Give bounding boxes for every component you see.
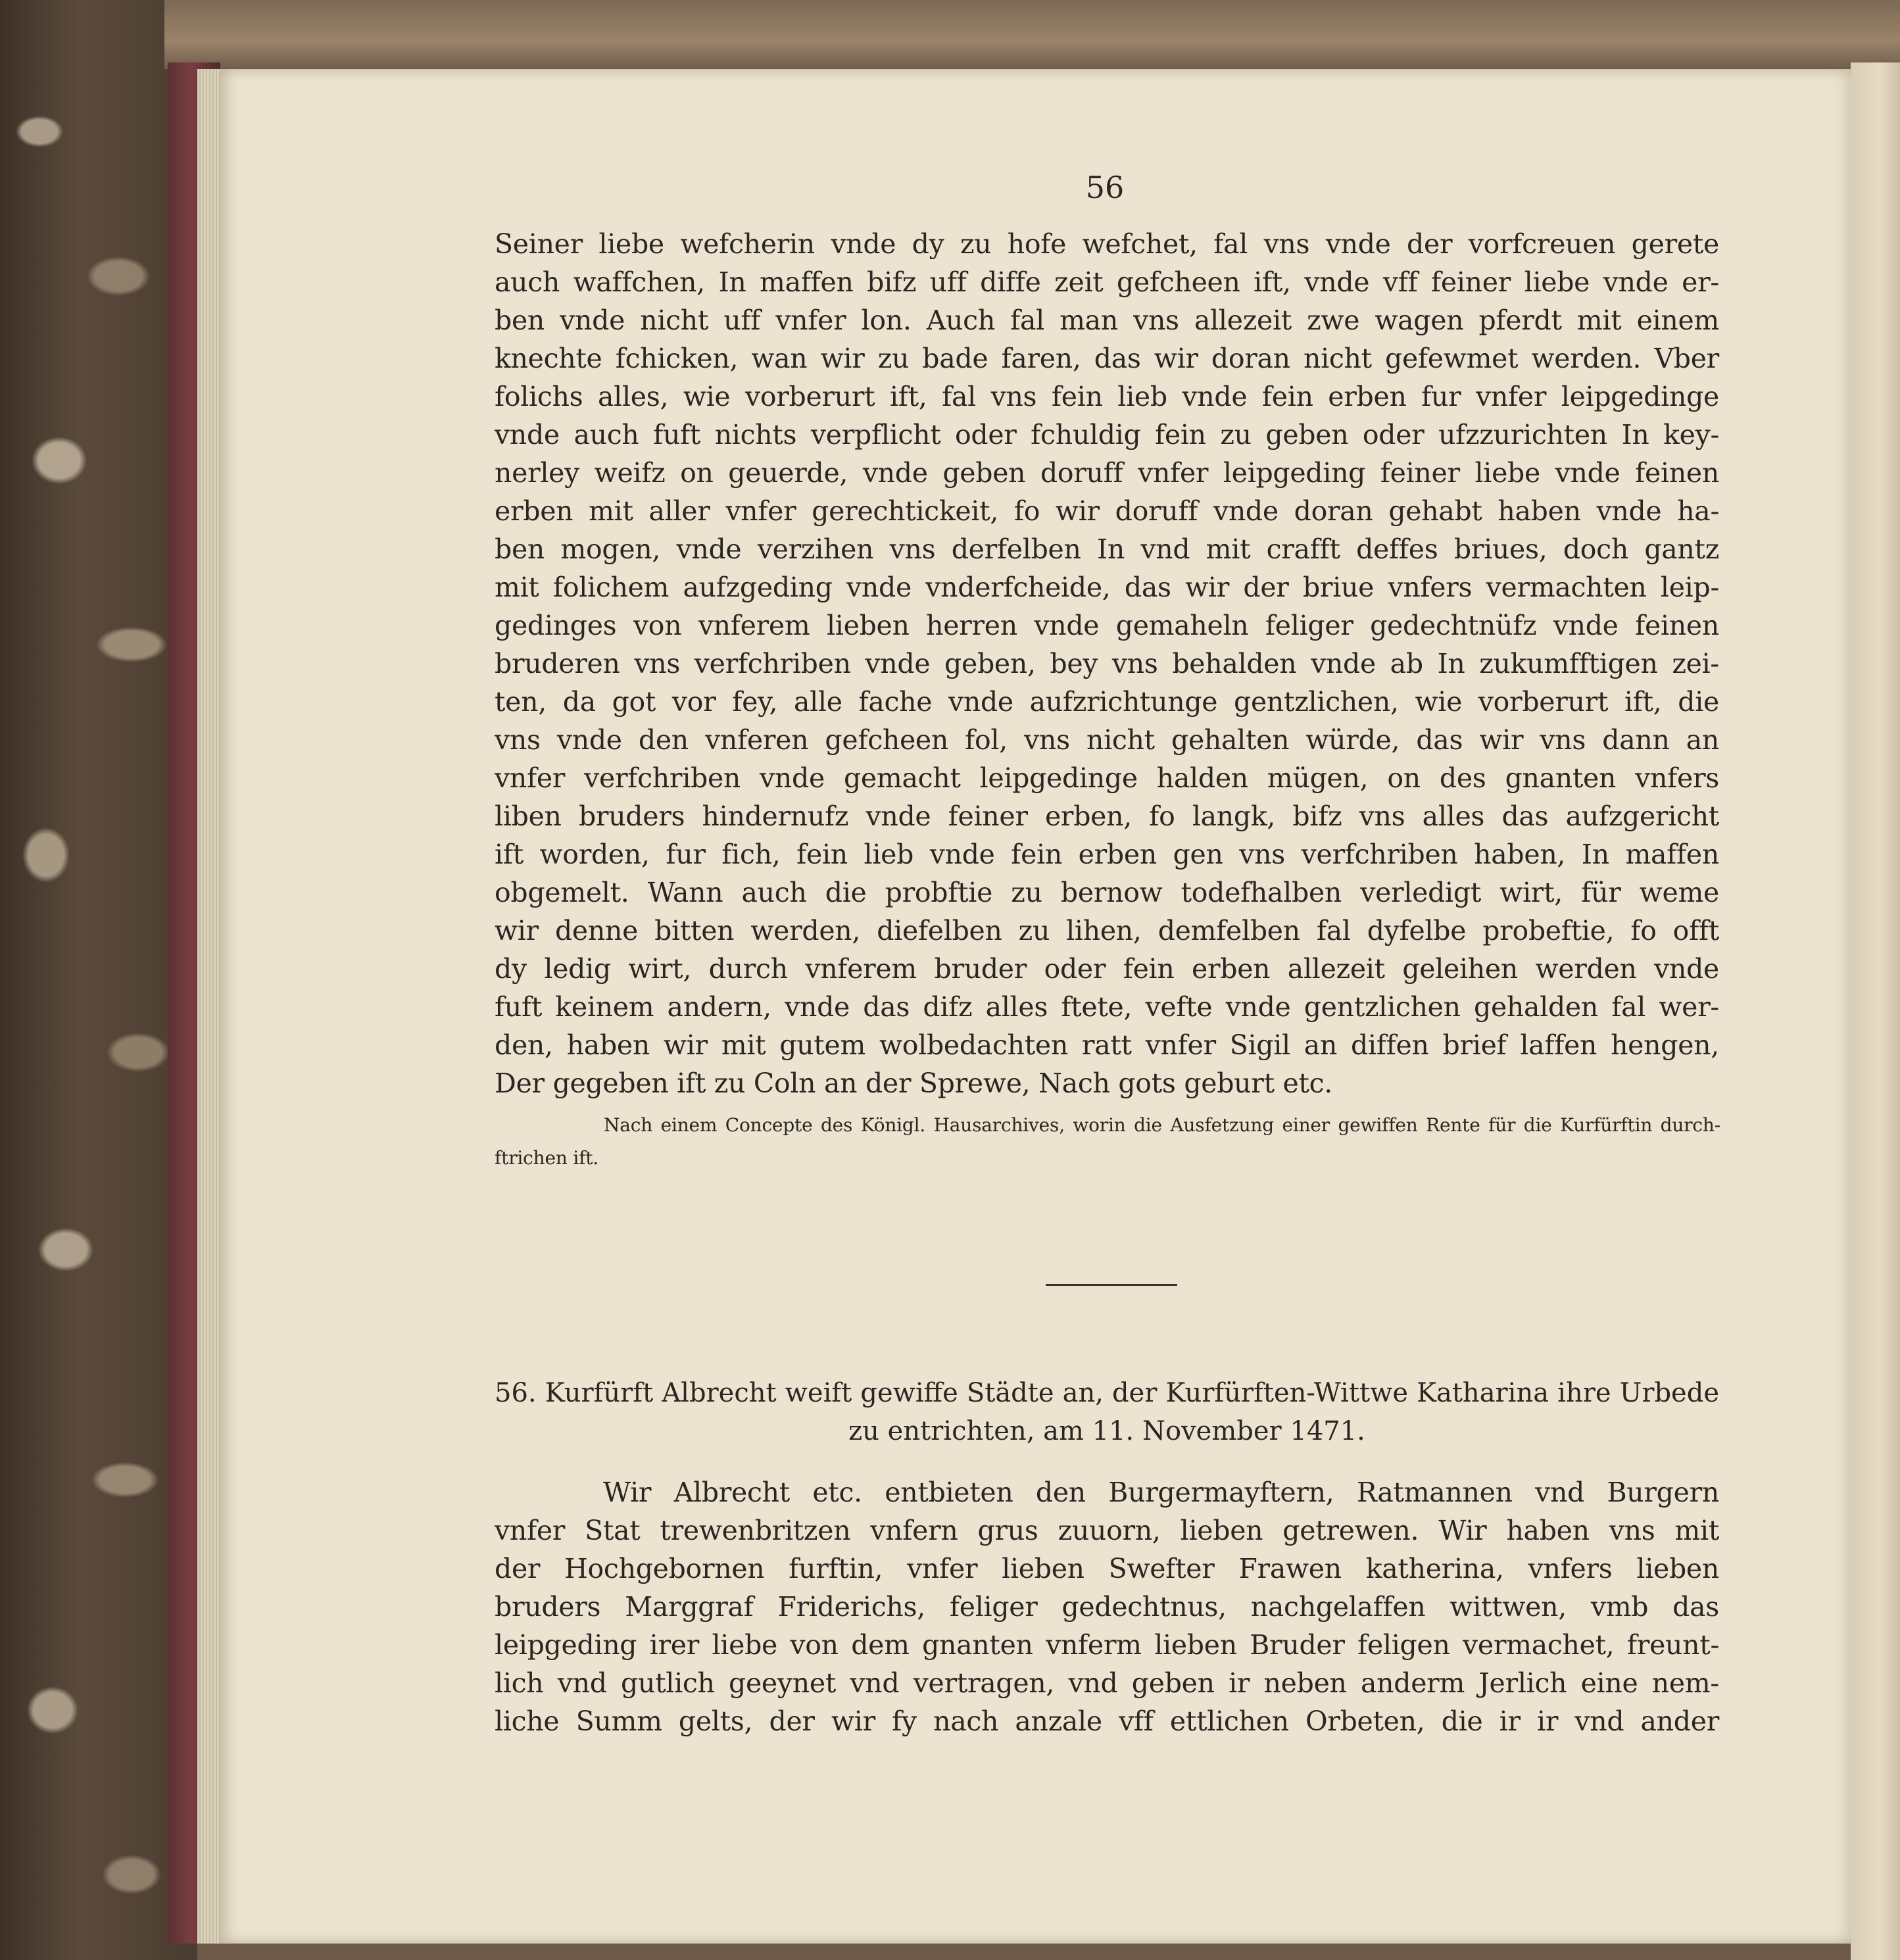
text-line: lich vnd gutlich geeynet vnd vertragen, vnd geben ir neben anderm Jerlich eine nem- <box>495 1667 1719 1699</box>
text-line: ten, da got vor fey, alle fache vnde aufzrichtunge gentzlichen, wie vorberurt ift, die <box>495 686 1719 718</box>
text-line: vnfer verfchriben vnde gemacht leipgedinge halden mügen, on des gnanten vnfers <box>495 762 1719 794</box>
text-line: gedinges von vnferem lieben herren vnde gemaheln feliger gedechtnüfz vnde feinen <box>495 610 1719 641</box>
text-line: liben bruders hindernufz vnde feiner erben, fo langk, bifz vns alles das aufzgericht <box>495 800 1719 832</box>
text-line: vnde auch fuft nichts verpflicht oder fchuldig fein zu geben oder ufzzurichten In key- <box>495 419 1719 451</box>
text-line: dy ledig wirt, durch vnferem bruder oder fein erben allezeit geleihen werden vnde <box>495 953 1719 985</box>
page-stack-edges <box>197 69 224 1944</box>
source-note-continuation <box>495 1142 1719 1175</box>
text-line: auch waffchen, In maffen bifz uff diffe zeit gefcheen ift, vnde vff feiner liebe vnde er- <box>495 266 1719 298</box>
document-text <box>495 1473 1719 1740</box>
document-heading <box>495 1374 1719 1450</box>
text-line: leipgeding irer liebe von dem gnanten vnferm lieben Bruder feligen vermachet, freunt- <box>495 1629 1719 1661</box>
text-line: ben mogen, vnde verzihen vns derfelben In vnd mit crafft deffes briues, doch gantz <box>495 533 1719 565</box>
note-line: Nach einem Concepte des Königl. Hausarchives, worin die Ausfetzung einer gewiffen Rente für die Kurfürftin durch- <box>604 1114 1720 1136</box>
heading-line: 56. Kurfürft Albrecht weift gewiffe Städte an, der Kurfürften-Wittwe Katharina ihre Urbede <box>495 1378 1719 1408</box>
text-line: Wir Albrecht etc. entbieten den Burgermayftern, Ratmannen vnd Burgern <box>603 1477 1719 1508</box>
text-line: erben mit aller vnfer gerechtickeit, fo wir doruff vnde doran gehabt haben vnde ha- <box>495 495 1719 527</box>
text-line: fuft keinem andern, vnde das difz alles ftete, vefte vnde gentzlichen gehalden fal wer- <box>495 991 1719 1023</box>
section-divider <box>1046 1284 1177 1286</box>
text-line: liche Summ gelts, der wir fy nach anzale vff ettlichen Orbeten, die ir ir vnd ander <box>495 1705 1719 1737</box>
text-line: Der gegeben ift zu Coln an der Sprewe, Nach gots geburt etc. <box>495 1067 1333 1099</box>
text-line: ben vnde nicht uff vnfer lon. Auch fal man vns allezeit zwe wagen pferdt mit einem <box>495 305 1719 336</box>
text-line: bruders Marggraf Friderichs, feliger gedechtnus, nachgelaffen wittwen, vmb das <box>495 1591 1719 1623</box>
text-line: mit folichem aufzgeding vnde vnderfcheide, das wir der briue vnfers vermachten leip- <box>495 572 1719 603</box>
text-line: bruderen vns verfchriben vnde geben, bey vns behalden vnde ab In zukumfftigen zei- <box>495 648 1719 679</box>
text-line: wir denne bitten werden, diefelben zu lihen, demfelben fal dyfelbe probeftie, fo offt <box>495 915 1719 946</box>
text-line: vns vnde den vnferen gefcheen fol, vns nicht gehalten würde, das wir vns dann an <box>495 724 1719 756</box>
text-line: Seiner liebe wefcherin vnde dy zu hofe wefchet, fal vns vnde der vorfcreuen gerete <box>495 228 1719 260</box>
text-line: nerley weifz on geuerde, vnde geben doruff vnfer leipgeding feiner liebe vnde feinen <box>495 457 1719 489</box>
text-line: vnfer Stat trewenbritzen vnfern grus zuuorn, lieben getrewen. Wir haben vns mit <box>495 1515 1719 1546</box>
text-line: knechte fchicken, wan wir zu bade faren, das wir doran nicht gefewmet werden. Vber <box>495 343 1719 374</box>
note-line: ftrichen ift. <box>495 1147 599 1169</box>
text-line: der Hochgebornen furftin, vnfer lieben Swefter Frawen katherina, vnfers lieben <box>495 1553 1719 1584</box>
text-line: ift worden, fur fich, fein lieb vnde fein erben gen vns verfchriben haben, In maffen <box>495 839 1719 870</box>
book-top-edge <box>164 0 1900 69</box>
body-text <box>495 225 1719 1102</box>
heading-line: zu entrichten, am 11. November 1471. <box>848 1416 1365 1446</box>
text-line: den, haben wir mit gutem wolbedachten ratt vnfer Sigil an diffen brief laffen hengen, <box>495 1029 1719 1061</box>
page-number: 56 <box>1085 170 1125 205</box>
facing-page-edge <box>1851 62 1900 1960</box>
source-note <box>604 1109 1720 1142</box>
text-line: obgemelt. Wann auch die probftie zu bernow todefhalben verledigt wirt, für weme <box>495 877 1719 908</box>
text-line: folichs alles, wie vorberurt ift, fal vns fein lieb vnde fein erben fur vnfer leipgedinge <box>495 381 1719 412</box>
